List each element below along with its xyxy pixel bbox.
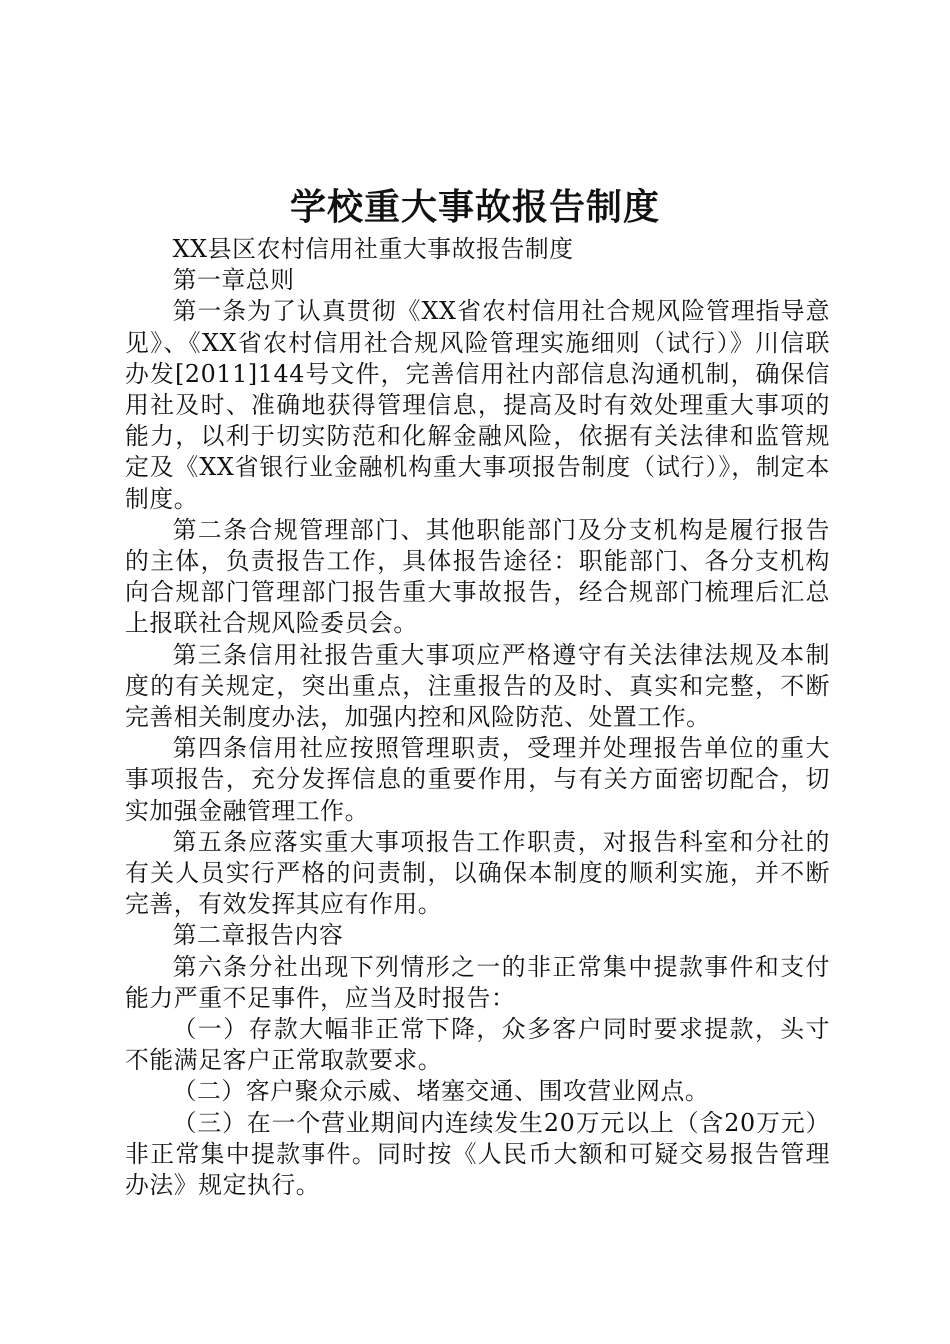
- article-paragraph: 第六条分社出现下列情形之一的非正常集中提款事件和支付能力严重不足事件，应当及时报告：: [125, 952, 830, 1012]
- article-paragraph: 第三条信用社报告重大事项应严格遵守有关法律法规及本制度的有关规定，突出重点，注重报告的及时、真实和完整，不断完善相关制度办法，加强内控和风险防范、处置工作。: [125, 640, 830, 732]
- list-item-paragraph: （三）在一个营业期间内连续发生20万元以上（含20万元）非正常集中提款事件。同时按《人民币大额和可疑交易报告管理办法》规定执行。: [125, 1108, 830, 1200]
- document-body: [125, 234, 830, 1201]
- article-paragraph: 第二条合规管理部门、其他职能部门及分支机构是履行报告的主体，负责报告工作，具体报告途径：职能部门、各分支机构向合规部门管理部门报告重大事故报告，经合规部门梳理后汇总上报联社合规风险委员会。: [125, 515, 830, 638]
- article-paragraph: 第一条为了认真贯彻《XX省农村信用社合规风险管理指导意见》、《XX省农村信用社合规风险管理实施细则（试行）》川信联办发[2011]144号文件，完善信用社内部信息沟通机制，确保信用社及时、准确地获得管理信息，提高及时有效处理重大事项的能力，以利于切实防范和化解金融风险，依据有关法律和监管规定及《XX省银行业金融机构重大事项报告制度（试行）》，制定本制度。: [125, 297, 830, 513]
- list-item-paragraph: （二）客户聚众示威、堵塞交通、围攻营业网点。: [172, 1077, 710, 1106]
- chapter-heading: 第一章总则: [172, 266, 295, 295]
- subtitle-line: XX县区农村信用社重大事故报告制度: [172, 235, 574, 263]
- article-paragraph: 第四条信用社应按照管理职责，受理并处理报告单位的重大事项报告，充分发挥信息的重要作用，与有关方面密切配合，切实加强金融管理工作。: [125, 734, 830, 825]
- document-title: 学校重大事故报告制度: [289, 187, 660, 228]
- chapter-heading: 第二章报告内容: [172, 921, 344, 950]
- article-paragraph: 第五条应落实重大事项报告工作职责，对报告科室和分社的有关人员实行严格的问责制，以确保本制度的顺利实施，并不断完善，有效发挥其应有作用。: [125, 827, 830, 919]
- list-item-paragraph: （一）存款大幅非正常下降，众多客户同时要求提款，头寸不能满足客户正常取款要求。: [125, 1015, 830, 1075]
